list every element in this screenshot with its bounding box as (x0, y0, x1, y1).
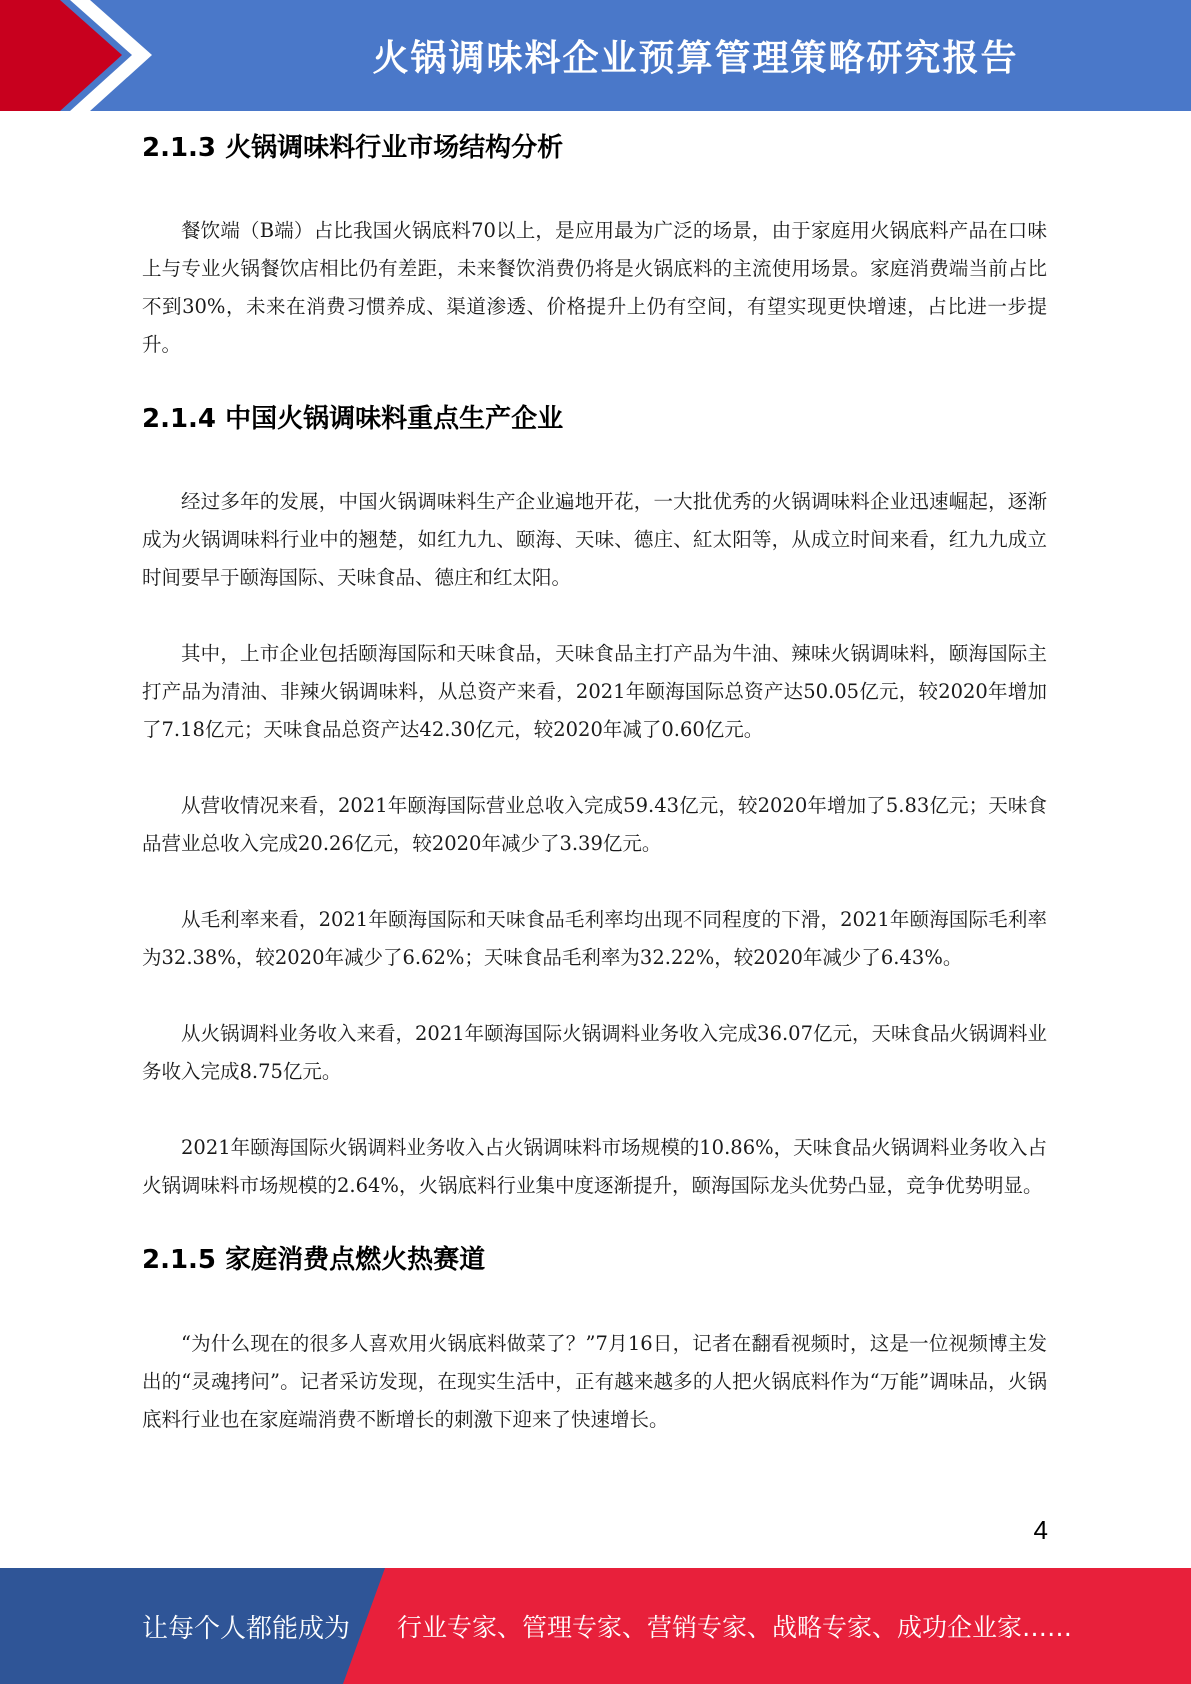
footer-slogan-left: 让每个人都能成为 (142, 1613, 351, 1644)
main-content (142, 111, 1047, 1439)
paragraph: 经过多年的发展，中国火锅调味料生产企业遍地开花，一大批优秀的火锅调味料企业迅速崛起，逐渐成为火锅调味料行业中的翘楚，如红九九、颐海、天味、德庄、紅太阳等，从成立时间来看，红九九成立时间要早于颐海国际、天味食品、德庄和红太阳。 (142, 490, 1047, 590)
section-title-2-1-4: 2.1.4 中国火锅调味料重点生产企业 (142, 404, 564, 435)
page-footer (0, 1568, 1191, 1684)
paragraph: “为什么现在的很多人喜欢用火锅底料做菜了？”7月16日，记者在翻看视频时，这是一位视频博主发出的“灵魂拷问”。记者采访发现，在现实生活中，正有越来越多的人把火锅底料作为“万能”调味品，火锅底料行业也在家庭端消费不断增长的刺激下迎来了快速增长。 (142, 1331, 1047, 1431)
paragraph: 从毛利率来看，2021年颐海国际和天味食品毛利率均出现不同程度的下滑，2021年颐海国际毛利率为32.38%，较2020年减少了6.62%；天味食品毛利率为32.22%，较2020年减少了6.43%。 (142, 908, 1047, 970)
page-number: 4 (1033, 1515, 1048, 1545)
section-title-2-1-5: 2.1.5 家庭消费点燃火热赛道 (142, 1245, 486, 1276)
paragraph: 其中，上市企业包括颐海国际和天味食品，天味食品主打产品为牛油、辣味火锅调味料，颐海国际主打产品为清油、非辣火锅调味料，从总资产来看，2021年颐海国际总资产达50.05亿元，较2020年增加了7.18亿元；天味食品总资产达42.30亿元，较2020年减了0.60亿元。 (142, 642, 1047, 742)
report-title: 火锅调味料企业预算管理策略研究报告 (372, 38, 1019, 79)
paragraph: 餐饮端（B端）占比我国火锅底料70以上，是应用最为广泛的场景，由于家庭用火锅底料产品在口味上与专业火锅餐饮店相比仍有差距，未来餐饮消费仍将是火锅底料的主流使用场景。家庭消费端当前占比不到30%，未来在消费习惯养成、渠道渗透、价格提升上仍有空间，有望实现更快增速，占比进一步提升。 (142, 219, 1047, 357)
paragraph: 从火锅调料业务收入来看，2021年颐海国际火锅调料业务收入完成36.07亿元，天味食品火锅调料业务收入完成8.75亿元。 (142, 1022, 1047, 1084)
paragraph: 2021年颐海国际火锅调料业务收入占火锅调味料市场规模的10.86%，天味食品火锅调料业务收入占火锅调味料市场规模的2.64%，火锅底料行业集中度逐渐提升，颐海国际龙头优势凸显，竞争优势明显。 (142, 1136, 1047, 1198)
page-header (0, 0, 1191, 111)
footer-slogan-right: 行业专家、管理专家、营销专家、战略专家、成功企业家…… (397, 1613, 1073, 1642)
paragraph: 从营收情况来看，2021年颐海国际营业总收入完成59.43亿元，较2020年增加了5.83亿元；天味食品营业总收入完成20.26亿元，较2020年减少了3.39亿元。 (142, 794, 1047, 856)
section-title-2-1-3: 2.1.3 火锅调味料行业市场结构分析 (142, 133, 564, 163)
